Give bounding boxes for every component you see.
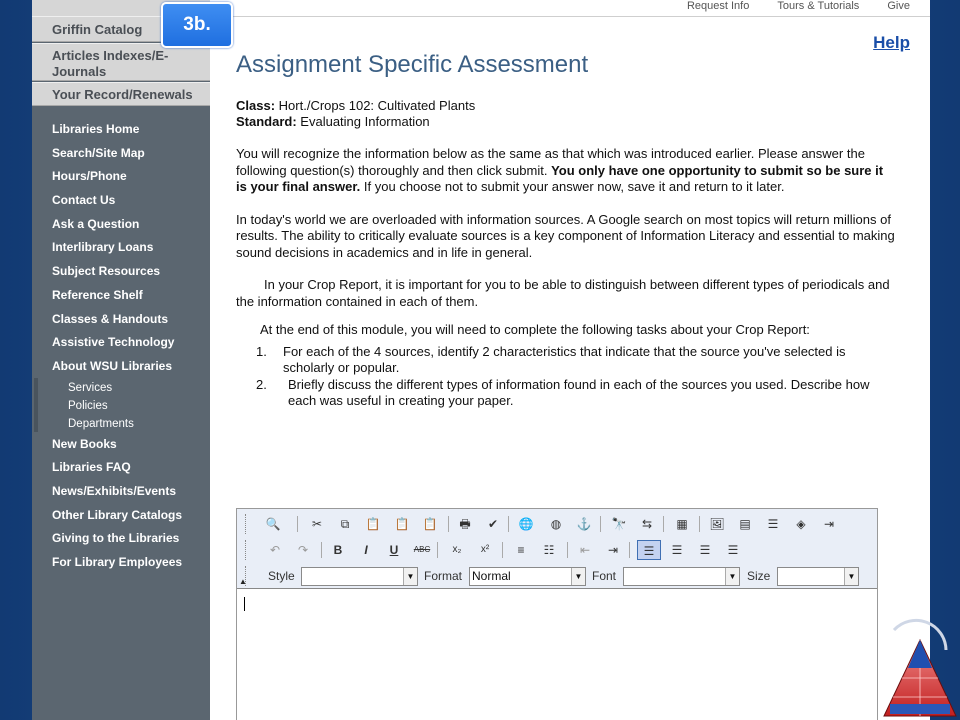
toolbar-grip[interactable]: [245, 514, 249, 534]
task-item: [256, 344, 896, 377]
sidebar-subitem-policies[interactable]: Policies: [68, 399, 108, 412]
align-right-icon[interactable]: ☰: [699, 543, 711, 557]
standard-line: [236, 114, 896, 130]
outdent-icon[interactable]: ⇤: [579, 543, 591, 557]
special-char-icon[interactable]: ◈: [796, 517, 806, 531]
class-label: Class:: [236, 98, 276, 113]
slide-badge: 3b.: [161, 2, 233, 48]
top-links: [662, 0, 910, 16]
tasks-intro-paragraph: At the end of this module, you will need to complete the following tasks about your Crop Report:: [260, 322, 810, 337]
sidebar-item-giving[interactable]: Giving to the Libraries: [52, 531, 180, 546]
toolbar-grip[interactable]: [245, 540, 249, 560]
intro-paragraph: [236, 146, 896, 196]
top-divider: [210, 16, 930, 17]
numbered-list-icon[interactable]: ≡: [517, 543, 525, 557]
print-icon[interactable]: 🖶: [459, 517, 471, 531]
align-center-icon[interactable]: ☰: [671, 543, 683, 557]
toolbar-separator: [297, 516, 298, 532]
find-icon[interactable]: 🔭: [611, 517, 627, 531]
replace-icon[interactable]: ⇆: [641, 517, 653, 531]
anchor-icon[interactable]: ⚓: [576, 517, 592, 531]
underline-icon[interactable]: U: [389, 543, 399, 557]
toolbar-row-3: [237, 563, 877, 589]
format-select[interactable]: [469, 567, 586, 586]
link-icon[interactable]: 🌐: [518, 517, 534, 531]
toolbar-separator: [629, 542, 630, 558]
style-label: Style: [268, 569, 295, 583]
redo-icon[interactable]: ↷: [297, 543, 309, 557]
tab-griffin-catalog[interactable]: Griffin Catalog: [32, 16, 210, 42]
chevron-down-icon[interactable]: ▼: [403, 568, 417, 585]
sidebar-item-news-events[interactable]: News/Exhibits/Events: [52, 483, 177, 498]
crop-report-paragraph: In your Crop Report, it is important for you to be able to distinguish between different types of periodicals and the information contained in each of them.: [236, 277, 890, 309]
cut-icon[interactable]: ✂: [311, 517, 323, 531]
page-break-icon[interactable]: ⇥: [823, 517, 835, 531]
sidebar-item-reference-shelf[interactable]: Reference Shelf: [52, 287, 143, 302]
align-left-icon[interactable]: ☰: [637, 540, 661, 560]
toolbar-separator: [699, 516, 700, 532]
chevron-down-icon[interactable]: ▼: [571, 568, 585, 585]
sidebar-item-hours-phone[interactable]: Hours/Phone: [52, 169, 127, 184]
information-literacy-logo: [880, 618, 960, 720]
sidebar-item-other-catalogs[interactable]: Other Library Catalogs: [52, 507, 183, 522]
task-list: [236, 344, 896, 410]
page-title: Assignment Specific Assessment: [236, 51, 589, 78]
paste-text-icon[interactable]: 📋: [394, 517, 410, 531]
chevron-down-icon[interactable]: ▼: [725, 568, 739, 585]
sidebar-item-libraries-faq[interactable]: Libraries FAQ: [52, 460, 131, 475]
undo-icon[interactable]: ↶: [269, 543, 281, 557]
sidebar-item-libraries-home[interactable]: Libraries Home: [52, 122, 140, 136]
sidebar-subitem-departments[interactable]: Departments: [68, 417, 134, 430]
sidebar-item-contact-us[interactable]: Contact Us: [52, 193, 116, 208]
sidebar-item-interlibrary-loans[interactable]: Interlibrary Loans: [52, 240, 154, 255]
italic-icon[interactable]: I: [364, 543, 368, 557]
toolbar-row-2: [237, 537, 877, 563]
answer-text-area[interactable]: [237, 588, 877, 720]
font-label: Font: [592, 569, 617, 583]
class-line: [236, 98, 896, 114]
font-select[interactable]: [623, 567, 740, 586]
sidebar-item-search-site-map[interactable]: Search/Site Map: [52, 145, 145, 160]
horizontal-rule-icon[interactable]: ☰: [767, 517, 779, 531]
sidebar: [32, 0, 210, 720]
sidebar-item-assistive-technology[interactable]: Assistive Technology: [52, 335, 175, 350]
intro-warning: You only have one opportunity to submit so be sure it is your final answer.: [236, 162, 884, 194]
standard-label: Standard:: [236, 114, 297, 129]
task-item: [256, 377, 896, 410]
sidebar-nav: [32, 118, 210, 575]
sidebar-item-about-wsu[interactable]: About WSU Libraries: [52, 358, 173, 373]
table-icon[interactable]: ▤: [739, 517, 751, 531]
toolbar-separator: [508, 516, 509, 532]
overload-paragraph: In today's world we are overloaded with information sources. A Google search on most topics will return millions of results. The ability to critically evaluate sources is a key component of Information Literacy and essential to making sound decisions in academics and in life in general.: [236, 211, 895, 260]
class-value: Hort./Crops 102: Cultivated Plants: [278, 98, 476, 113]
toolbar-separator: [448, 516, 449, 532]
sidebar-item-new-books[interactable]: New Books: [52, 436, 117, 451]
subnav-indicator: [34, 378, 38, 432]
tab-articles-indexes[interactable]: Articles Indexes/E-Journals: [32, 43, 210, 81]
size-select[interactable]: [777, 567, 859, 586]
indent-icon[interactable]: ⇥: [607, 543, 619, 557]
toolbar-separator: [502, 542, 503, 558]
toolbar-separator: [321, 542, 322, 558]
select-all-icon[interactable]: ▦: [676, 517, 688, 531]
toolbar-row-1: [237, 511, 877, 537]
sidebar-item-subject-resources[interactable]: Subject Resources: [52, 264, 161, 279]
rich-text-editor: [236, 508, 878, 720]
task-text: Briefly discuss the different types of information found in each of the sources you used. Describe how each was useful in creating your paper.: [288, 376, 870, 408]
toolbar-separator: [600, 516, 601, 532]
superscript-icon[interactable]: x²: [480, 544, 490, 555]
bold-icon[interactable]: B: [333, 543, 343, 557]
main-content: [236, 50, 896, 410]
unlink-icon[interactable]: ◍: [550, 517, 562, 531]
sidebar-item-classes-handouts[interactable]: Classes & Handouts: [52, 311, 169, 326]
style-select[interactable]: [301, 567, 418, 586]
sidebar-subitem-services[interactable]: Services: [68, 381, 113, 394]
sidebar-item-library-employees[interactable]: For Library Employees: [52, 555, 183, 569]
intro-text: You will recognize the information below as the same as that which was introduced earlier. Please answer the following question(s) thoroughly and then click submit.: [236, 146, 865, 178]
tab-your-record[interactable]: Your Record/Renewals: [32, 82, 210, 106]
image-icon[interactable]: 🖼: [709, 517, 725, 531]
help-link[interactable]: Help: [873, 33, 910, 52]
align-justify-icon[interactable]: ☰: [727, 543, 739, 557]
size-label: Size: [747, 569, 771, 583]
paste-word-icon[interactable]: 📋: [422, 517, 438, 531]
intro-text-end: If you choose not to submit your answer now, save it and return to it later.: [363, 179, 785, 194]
link-give[interactable]: Give: [887, 0, 910, 12]
sidebar-item-ask-question[interactable]: Ask a Question: [52, 216, 140, 231]
toolbar-separator: [567, 542, 568, 558]
strikethrough-icon[interactable]: ABC: [413, 545, 431, 554]
task-number: 1.: [256, 343, 267, 359]
bullet-list-icon[interactable]: ☷: [543, 543, 555, 557]
subscript-icon[interactable]: x₂: [452, 544, 462, 555]
text-caret: [244, 597, 245, 611]
task-text: For each of the 4 sources, identify 2 characteristics that indicate that the source you've selected is scholarly or popular.: [283, 343, 846, 375]
link-request-info[interactable]: Request Info: [686, 0, 750, 12]
format-select-value: Normal: [472, 569, 511, 583]
spellcheck-icon[interactable]: ✔: [487, 517, 499, 531]
toolbar-separator: [437, 542, 438, 558]
format-label: Format: [424, 569, 463, 583]
standard-value: Evaluating Information: [300, 114, 430, 129]
copy-icon[interactable]: ⧉: [340, 517, 350, 531]
paste-icon[interactable]: 📋: [365, 517, 381, 531]
preview-icon[interactable]: 🔍: [265, 517, 281, 531]
toolbar-separator: [663, 516, 664, 532]
chevron-down-icon[interactable]: ▼: [844, 568, 858, 585]
link-tours-tutorials[interactable]: Tours & Tutorials: [777, 0, 860, 12]
task-number: 2.: [256, 376, 267, 392]
collapse-toolbar-icon[interactable]: ▲: [239, 577, 247, 586]
